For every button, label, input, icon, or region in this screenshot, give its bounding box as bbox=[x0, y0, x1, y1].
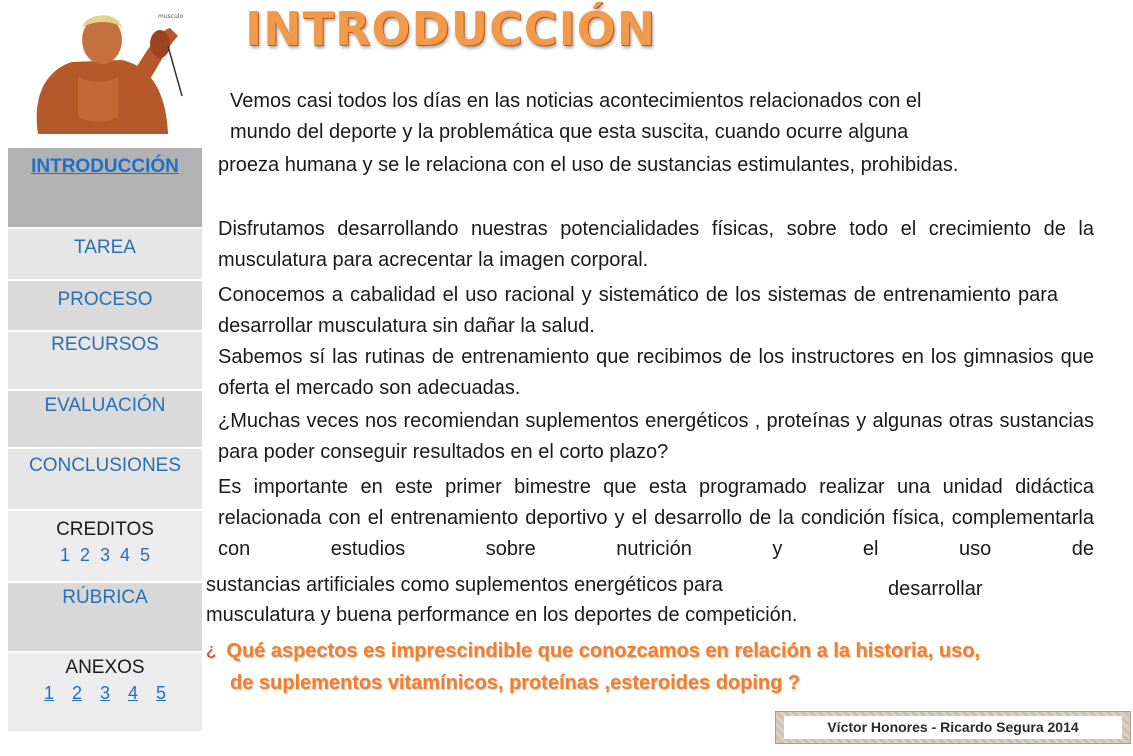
intro-paragraph-4: Sabemos sí las rutinas de entrenamiento que recibimos de los instructores en los gimnasios que oferta el mercado son adecuadas. bbox=[218, 346, 1094, 399]
sidebar-item-evaluacion[interactable]: EVALUACIÓN bbox=[8, 391, 202, 449]
sidebar-item-anexos bbox=[8, 653, 202, 731]
footer-credit: Víctor Honores - Ricardo Segura 2014 bbox=[784, 716, 1122, 739]
anexos-pages bbox=[8, 683, 202, 704]
intro-paragraph-3: Conocemos a cabalidad el uso racional y sistemático de los sistemas de entrenamiento para desarrollar musculatura sin dañar la salud. bbox=[218, 284, 1058, 337]
intro-paragraph-1: proeza humana y se le relaciona con el uso de sustancias estimulantes, prohibidas. bbox=[218, 154, 959, 176]
intro-paragraph-2: Disfrutamos desarrollando nuestras potencialidades físicas, sobre todo el crecimiento de la musculatura para acrecentar la imagen corporal. bbox=[218, 218, 1094, 271]
intro-paragraph-7-end: musculatura y buena performance en los deportes de competición. bbox=[206, 604, 798, 626]
intro-paragraph-7-start: sustancias artificiales como suplementos energéticos para bbox=[206, 574, 723, 596]
creditos-label: CREDITOS bbox=[56, 519, 154, 541]
sidebar-item-recursos[interactable]: RECURSOS bbox=[8, 332, 202, 390]
footer-credit-box bbox=[775, 711, 1131, 744]
sidebar-item-rubrica[interactable]: RÚBRICA bbox=[8, 583, 202, 653]
sidebar-item-introduccion[interactable]: INTRODUCCIÓN bbox=[8, 148, 202, 229]
page-title: INTRODUCCIÓN bbox=[245, 2, 657, 56]
anexos-page-link[interactable]: 1 bbox=[43, 683, 54, 704]
bodybuilder-image bbox=[18, 6, 186, 134]
creditos-page-link[interactable]: 3 bbox=[99, 545, 110, 566]
creditos-page-link[interactable]: 1 bbox=[59, 545, 70, 566]
creditos-page-link[interactable]: 4 bbox=[120, 545, 131, 566]
sidebar-item-proceso[interactable]: PROCESO bbox=[8, 281, 202, 333]
sidebar-item-conclusiones[interactable]: CONCLUSIONES bbox=[8, 449, 202, 511]
sidebar-nav bbox=[8, 148, 202, 731]
intro-paragraph-5: ¿Muchas veces nos recomiendan suplementos energéticos , proteínas y algunas otras sustancias para poder conseguir resultados en el corto plazo? bbox=[218, 410, 1094, 463]
creditos-pages bbox=[8, 545, 202, 566]
sidebar-item-creditos bbox=[8, 511, 202, 583]
svg-text:musculo: musculo bbox=[158, 13, 184, 20]
anexos-page-link[interactable]: 4 bbox=[128, 683, 139, 704]
intro-line-2: mundo del deporte y la problemática que esta suscita, cuando ocurre alguna bbox=[230, 121, 909, 143]
guiding-question bbox=[206, 634, 1096, 699]
intro-paragraph-6: Es importante en este primer bimestre que esta programado realizar una unidad didáctica relacionada con el entrenamiento deportivo y el desarrollo de la condición física, complementarla con estudios sobre nutrición y el uso de bbox=[218, 476, 1094, 560]
question-line-1: Qué aspectos es imprescindible que conozcamos en relación a la historia, uso, bbox=[226, 640, 980, 662]
anexos-page-link[interactable]: 5 bbox=[156, 683, 167, 704]
intro-paragraph-7-word: desarrollar bbox=[888, 578, 983, 600]
question-line-2: de suplementos vitamínicos, proteínas ,esteroides doping ? bbox=[230, 672, 801, 694]
anexos-page-link[interactable]: 2 bbox=[71, 683, 82, 704]
anexos-label: ANEXOS bbox=[65, 657, 145, 679]
question-mark: ¿ bbox=[206, 640, 217, 659]
intro-line-1: Vemos casi todos los días en las noticias acontecimientos relacionados con el bbox=[230, 90, 922, 112]
sidebar-item-tarea[interactable]: TAREA bbox=[8, 229, 202, 281]
anexos-page-link[interactable]: 3 bbox=[99, 683, 110, 704]
creditos-page-link[interactable]: 2 bbox=[79, 545, 90, 566]
creditos-page-link[interactable]: 5 bbox=[140, 545, 151, 566]
